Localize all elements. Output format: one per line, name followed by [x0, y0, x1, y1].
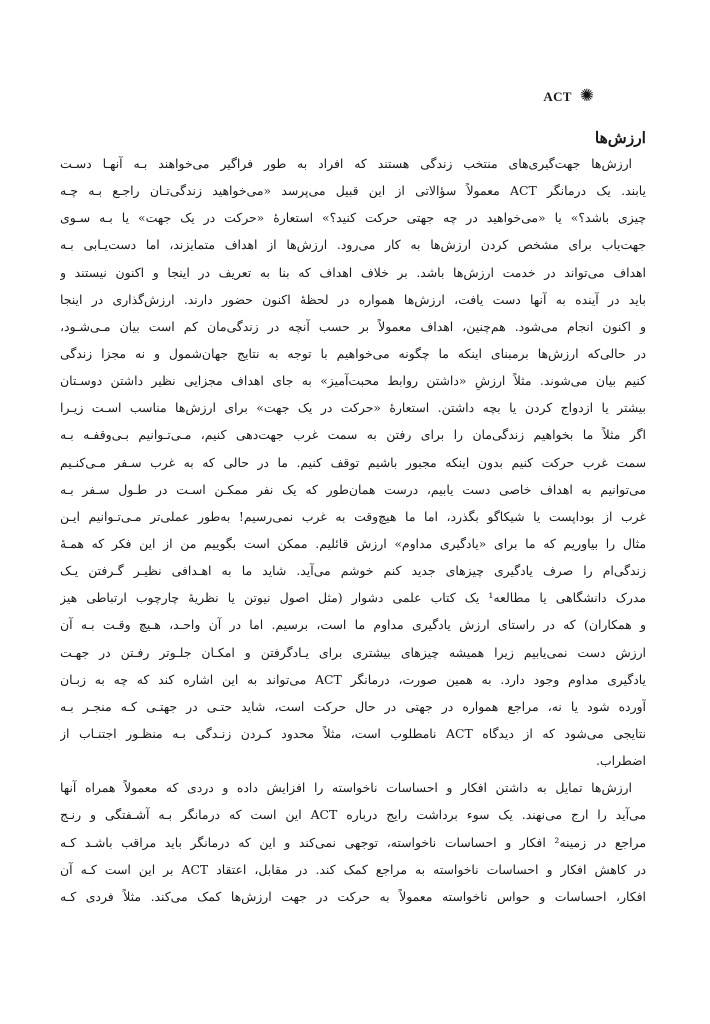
text-line: و اکنون انجام می‌شود. هم‌چنین، اهداف معمولاً بر حسب آنچه در زندگی‌مان کم است بیان مـی‌شـود، [60, 318, 646, 334]
text-line: غرب از بوداپست یا شیکاگو بگذرد، اما ما هیچ‌وقت به غرب نمی‌رسیم! به‌طور عملی‌تر مـی‌تـوانیم ایـن [60, 508, 646, 524]
text-line: می‌آید را ارج می‌نهند. یک سوء برداشت رایج درباره ACT این است که درمانگر بـه آشـفتگی و رنـج [60, 807, 646, 823]
text-line: کنیم بیان می‌شوند. مثلاً ارزشِ «داشتن روابط محبت‌آمیز» به جای اهداف مجزایی نظیر داشتن دوسـتان [60, 373, 646, 389]
running-header [543, 88, 594, 105]
text-line: مثال را بیاوریم که ما برای «یادگیری مداوم» ارزش قائلیم. ممکن است بگوییم من از این فکر که همـهٔ [60, 535, 646, 551]
text-line: جهت‌یاب برای مشخص کردن ارزش‌ها به کار می‌رود. ارزش‌ها از اهداف متمایزند، اما دست‌یـابی بـه [60, 237, 646, 253]
section-title: ارزش‌ها [594, 128, 646, 147]
body-text [60, 150, 646, 910]
text-line: افکار، احساسات و حواس ناخواسته معمولاً به حرکت در جهت ارزش‌ها کمک می‌کند. مثلاً فردی کـه [60, 888, 646, 904]
text-line: یادگیری مداوم وجود دارد. به همین صورت، درمانگر ACT می‌تواند به این اشاره کند که چه به زبـان [60, 671, 646, 687]
text-line: ارزش دست نمی‌یابیم زیرا همیشه چیزهای بیشتری برای یـادگرفتن و امکـان جلـوتر رفـتن در جهـت [60, 644, 646, 660]
text-line: ارزش‌ها جهت‌گیری‌های منتخب زندگی هستند که افراد به طور فراگیر می‌خواهند بـه آنهـا دسـت [60, 156, 632, 171]
text-line: می‌توانیم به اهداف خاصی دست یابیم، درست همان‌طور که یک نفر ممکـن اسـت در طـول سـفر بـه [60, 481, 646, 497]
text-line: آورده شود یا نه، مراجع همواره در جهتی در حال حرکت است، شاید حتـی در جهتـی کـه منجـر بـه [60, 698, 646, 714]
text-line: اگر مثلاً ما بخواهیم زندگی‌مان را برای رفتن به سمت غرب جهت‌دهی کنیم، مـی‌تـوانیم بـی‌وقفـه بـه [60, 427, 646, 443]
text-line: چیزی باشد؟» یا «می‌خواهید در چه جهتی حرکت کنید؟» استعارهٔ «حرکت در یک جهت» یا بـه سـوی [60, 210, 646, 226]
text-line: سمت غرب حرکت کنیم بدون اینکه مجبور باشیم توقف کنیم. ما در حالی که به غرب سـفر مـی‌کنـیم [60, 454, 646, 470]
text-line: مراجع در زمینه² افکار و احساسات ناخواسته، توجهی نمی‌کند و این که درمانگر باید مراقب باشـد کـه [60, 834, 646, 850]
paragraph [60, 150, 646, 774]
text-line: مدرک دانشگاهی یا مطالعه¹ یک کتاب علمی دشوار (مثل اصول نیوتن یا نظریهٔ چارچوب ارتباطی هیز [60, 590, 646, 606]
text-line: در حالی‌که ارزش‌ها برمبنای اینکه ما چگونه می‌خواهیم با توجه به نتایج جهان‌شمول و نه مجزا زندگی [60, 345, 646, 361]
text-line: بیشتر یا ازدواج کردن یا بچه داشتن. استعارهٔ «حرکت در یک جهت» برای ارزش‌ها مناسب اسـت زیـرا [60, 400, 646, 416]
text-line: زندگی‌ام را صرف یادگیری چیزهای جدید کنم خوشم می‌آید. شاید ما به اهـدافی نظیـر گـرفتن یـک [60, 563, 646, 579]
text-line: یابند. یک درمانگر ACT معمولاً سؤالاتی از این قبیل می‌پرسد «می‌خواهید زندگی‌تـان راجـع بـه چـه [60, 183, 646, 199]
text-line: اهداف می‌تواند در خدمت ارزش‌ها باشد. بر خلاف اهداف که بنا به تعریف در اینجا و اکنون نیستند و [60, 264, 646, 280]
text-line: نتایجی می‌شود که از دیدگاه ACT نامطلوب است، مثلاً محدود کـردن زنـدگی بـه منظـور اجتنـاب از [60, 725, 646, 741]
text-line: و همکاران) که در راستای ارزش یادگیری مداوم ما است، برسیم. اما در آن واحـد، هـیچ وقـت بـه آن [60, 617, 646, 633]
text-line: باید در آینده به آنها دست یافت، ارزش‌ها همواره در لحظهٔ اکنون حضور دارند. ارزش‌گذاری در اینجا [60, 291, 646, 307]
asterisk-flower-icon: ✺ [579, 86, 594, 106]
paragraph [60, 774, 646, 910]
text-line: ارزش‌ها تمایل به داشتن افکار و احساسات ناخواسته را افزایش داده و دردی که معمولاً همراه آنها [60, 780, 632, 796]
text-line: اضطراب. [595, 753, 646, 769]
text-line: در کاهش افکار و احساسات ناخواسته به مراجع کمک کند. در مقابل، اعتقاد ACT بر این است کـه آن [60, 861, 646, 877]
header-title: ACT [543, 88, 572, 104]
